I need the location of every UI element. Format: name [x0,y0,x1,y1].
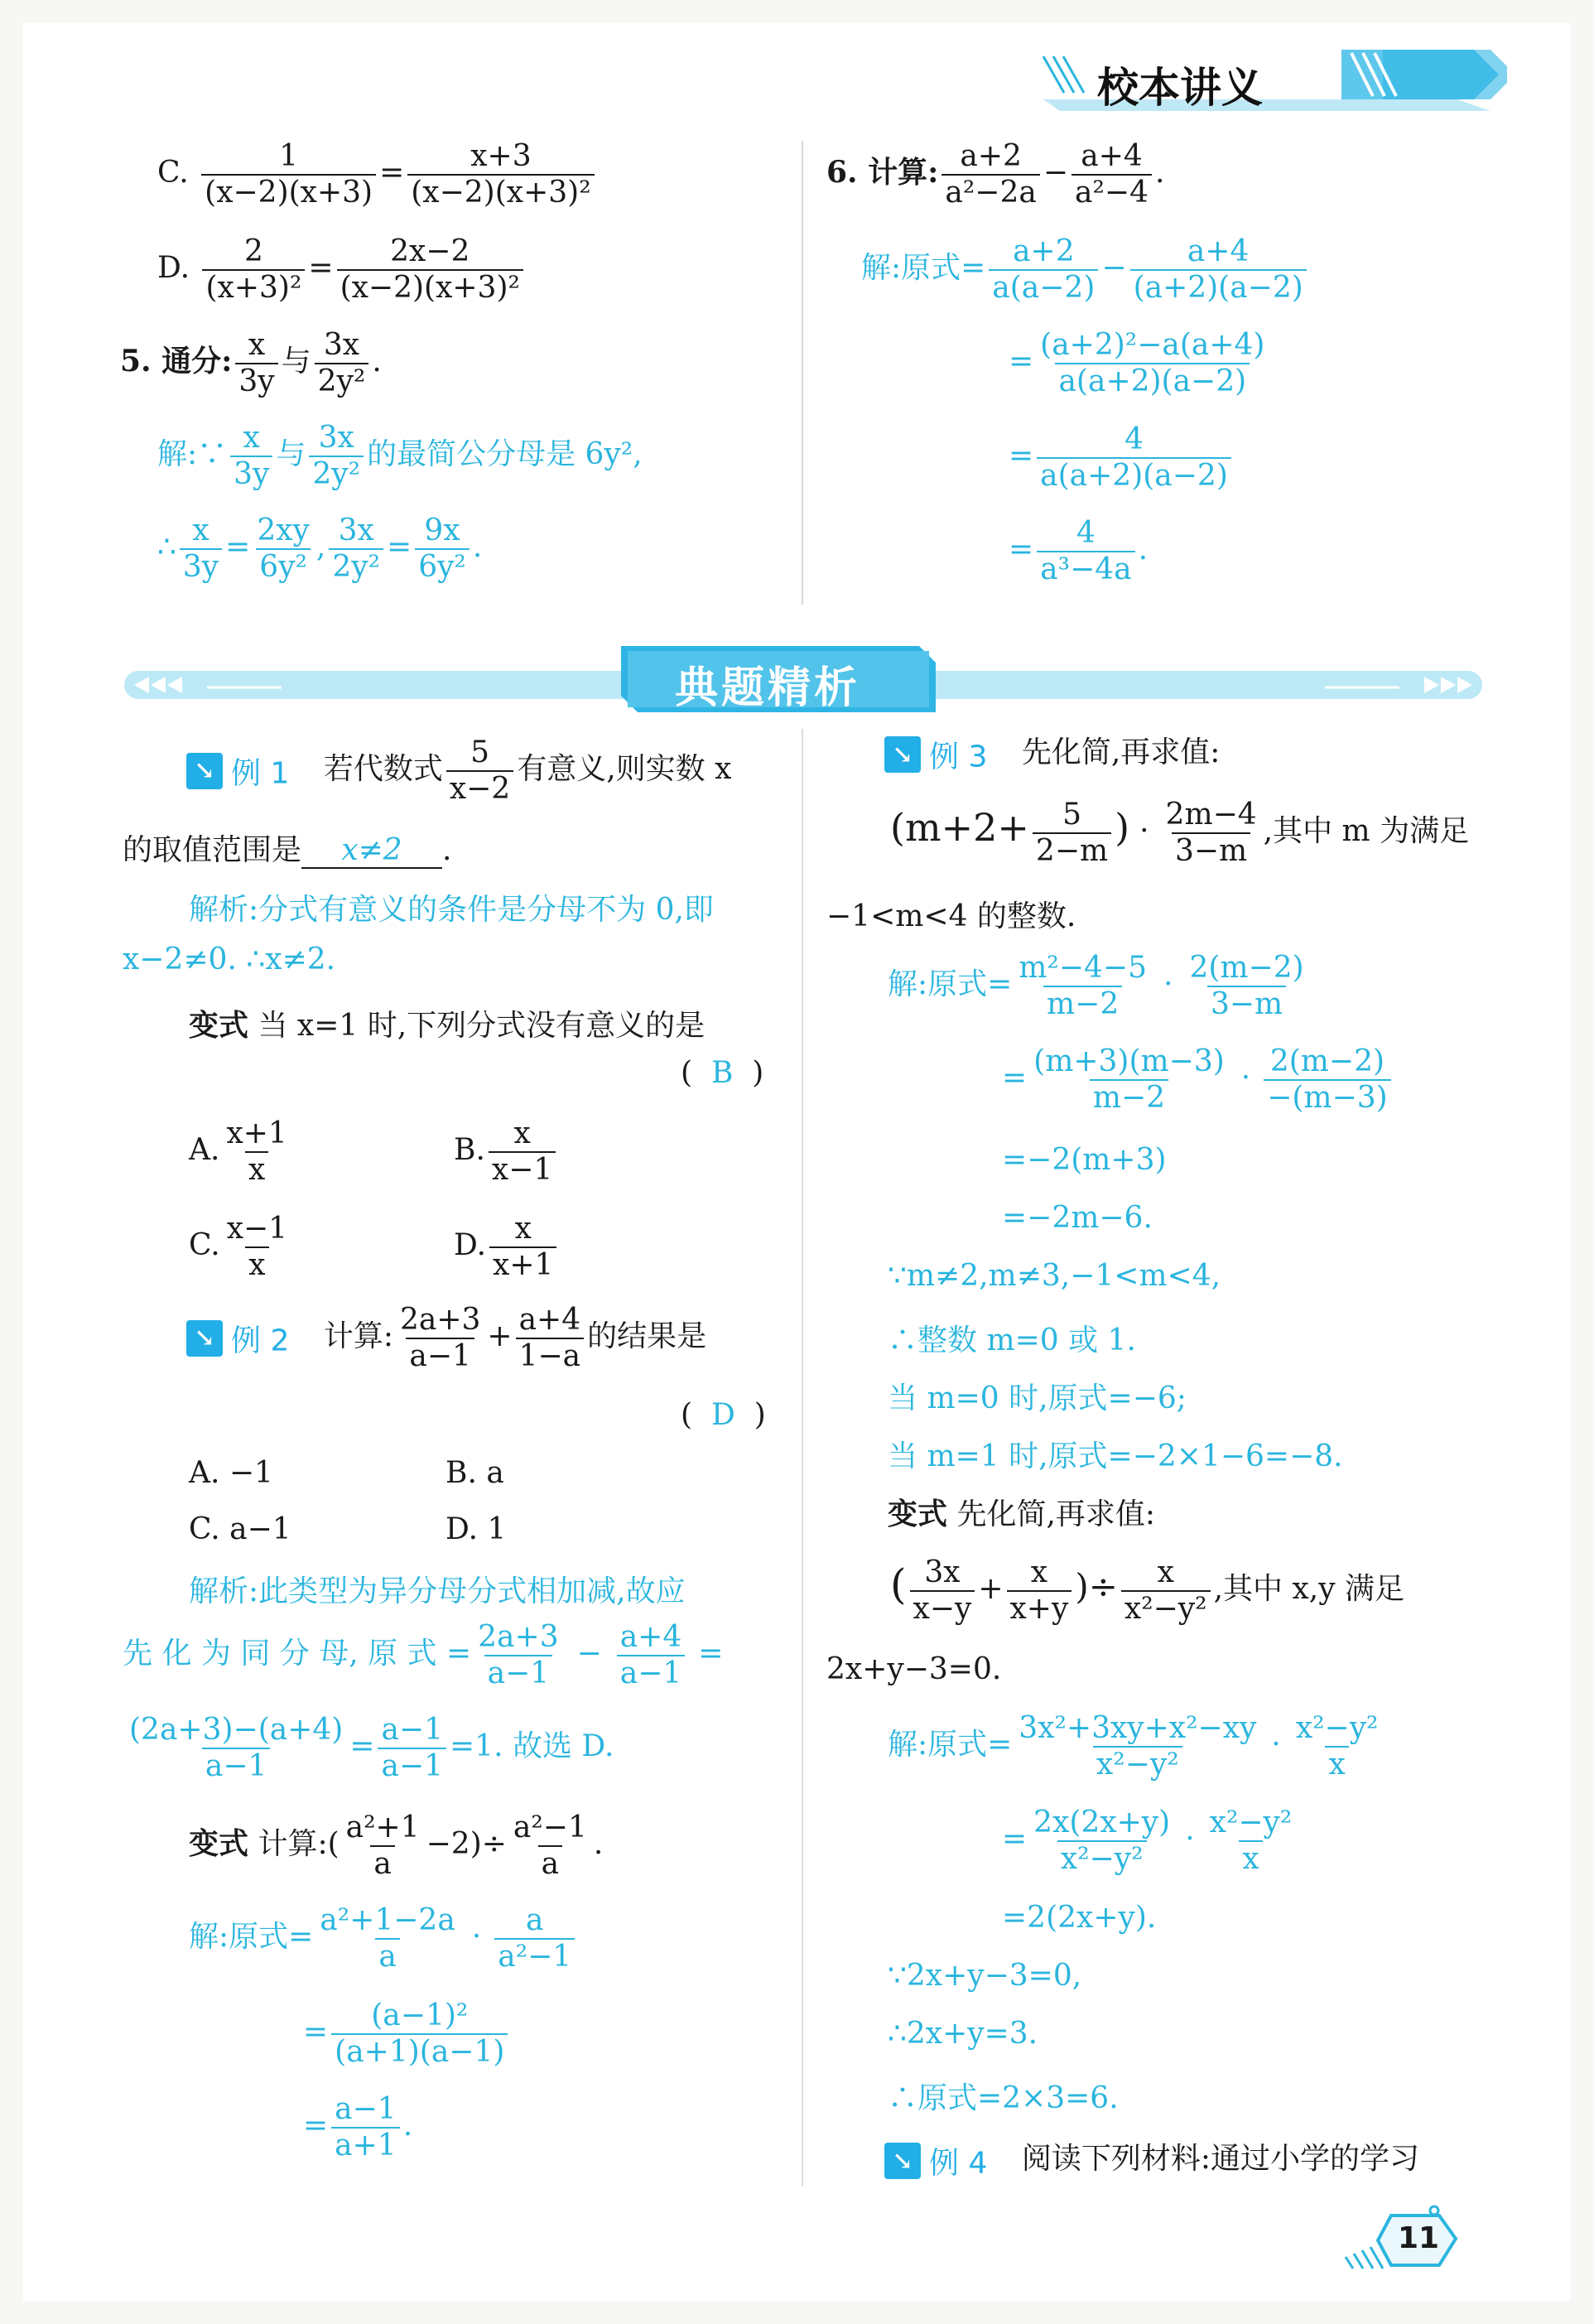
example-3-variant-condition: 2x+y−3=0. [826,1652,1002,1686]
example-1-variant-answer: ( B ) [681,1056,764,1090]
example-1-variant: 变式 当 x=1 时,下列分式没有意义的是 [189,1008,706,1043]
example-2-option-c: C. a−1 [189,1512,291,1546]
example-3-variant-solution-1: 解:原式= $\frac{\text{3x²+3xy+x²−xy}}{\text{x²−y²}}$ · $\frac{\text{x²−y²}}{x}$ [888,1711,1379,1782]
arrow-tag-icon: ↘ [884,2143,921,2179]
example-3-condition: −1<m<4 的整数. [826,899,1076,933]
column-divider-top [802,141,803,605]
example-2-option-b: B. a [445,1456,504,1490]
example-3-variant-expression: ( $\frac{3x}{x-y}$ + $\frac{x}{x+y}$ )÷ $\frac{x}{\text{x²−y²}}$ ,其中 x,y 满足 [890,1555,1404,1626]
question-5: 5. 通分: $\frac{x}{3y}$ 与 $\frac{3x}{\text{2y²}}$ . [120,328,382,398]
solution-5-line-2: ∴ $\frac{x}{3y}$ = $\frac{2xy}{\text{6y²}}$ , $\frac{3x}{\text{2y²}}$ = $\frac{9x}{\text{6y²}}$ . [157,513,483,584]
example-2-answer: ( D ) [681,1398,766,1432]
solution-6-line-4: = $\frac{4}{\text{a³−4a}}$ . [1009,516,1149,586]
solution-6-line-2: = $\frac{\text{(a+2)²−a(a+4)}}{a(a+2)(a-2)}$ [1009,328,1265,398]
example-2-variant-solution-1: 解:原式= $\frac{\text{a²+1−2a}}{a}$ · $\frac{a}{\text{a²−1}}$ [189,1905,578,1973]
example-2-analysis-1: 解析:此类型为异分母分式相加减,故应 [189,1574,686,1608]
question-6: 6. 计算: $\frac{a+2}{\text{a²−2a}}$ − $\frac{a+4}{\text{a²−4}}$ . [826,139,1165,210]
example-1-analysis-2: x−2≠0. ∴x≠2. [123,943,336,976]
option-a: A. $\frac{x+1}{x}$ [189,1116,287,1187]
option-d-equation: D. $\frac{2}{\text{(x+3)²}}$ = $\frac{2x-2}{\text{(x−2)(x+3)²}}$ [157,236,527,304]
column-divider-bottom [802,729,803,2187]
answer-blank: x≠2 [301,833,442,869]
example-2-variant: 变式 计算:( $\frac{\text{a²+1}}{a}$ −2)÷ $\frac{\text{a²−1}}{a}$ . [189,1811,604,1881]
example-3-solution-2: = $\frac{(m+3)(m-3)}{m-2}$ · $\frac{2(m-2)}{-(m-3)}$ [1002,1046,1394,1114]
example-3-variant-solution-2: = $\frac{2x(2x+y)}{\text{x²−y²}}$ · $\frac{\text{x²−y²}}{x}$ [1002,1806,1293,1876]
example-2-option-a: A. −1 [189,1456,273,1490]
example-1-stem: ↘ 例 1 若代数式 $\frac{5}{x-2}$ 有意义,则实数 x [186,737,731,805]
example-2-option-d: D. 1 [445,1512,507,1546]
arrow-tag-icon: ↘ [884,736,921,773]
example-2-analysis-3: $\frac{(2a+3)-(a+4)}{a-1}$ = $\frac{a-1}{a-1}$ =1. 故选 D. [129,1713,614,1783]
example-4-stem: ↘ 例 4 阅读下列材料:通过小学的学习 [884,2135,1419,2182]
example-2-stem: ↘ 例 2 计算: $\frac{2a+3}{a-1}$ + $\frac{a+4}{1-a}$ 的结果是 [186,1304,706,1372]
example-2-variant-solution-3: = $\frac{a-1}{a+1}$ . [303,2092,413,2162]
example-3-variant-solution-4: ∵2x+y−3=0, [888,1959,1082,1993]
solution-6-line-1: 解:原式= $\frac{a+2}{a(a-2)}$ − $\frac{a+4}{(a+2)(a-2)}$ [861,236,1310,304]
example-3-solution-7: 当 m=0 时,原式=−6; [888,1381,1187,1415]
example-1-line-2: 的取值范围是 x≠2 . [123,833,452,867]
example-3-solution-6: ∴整数 m=0 或 1. [888,1324,1136,1357]
section-banner-title: 典题精析 [675,663,861,713]
example-3-stem: ↘ 例 3 先化简,再求值: [884,729,1220,776]
example-3-expression: (m+2+ $\frac{5}{2-m}$ ) · $\frac{2m-4}{3-m}$ ,其中 m 为满足 [890,798,1470,868]
example-3-variant: 变式 先化简,再求值: [888,1497,1156,1531]
example-1-analysis-1: 解析:分式有意义的条件是分母不为 0,即 [189,893,714,927]
example-3-solution-8: 当 m=1 时,原式=−2×1−6=−8. [888,1439,1343,1473]
example-2-variant-solution-2: = $\frac{\text{(a−1)²}}{(a+1)(a-1)}$ [303,2000,511,2068]
example-3-variant-solution-6: ∴原式=2×3=6. [888,2081,1119,2115]
option-d: D. $\frac{x}{x+1}$ [454,1213,560,1281]
option-c: C. $\frac{x-1}{x}$ [189,1212,288,1282]
example-3-solution-4: =−2m−6. [1002,1201,1153,1235]
arrow-tag-icon: ↘ [186,753,223,789]
solution-6-line-3: = $\frac{4}{a(a+2)(a-2)}$ [1009,424,1235,492]
arrow-tag-icon: ↘ [186,1320,223,1357]
example-2-analysis-2: 先 化 为 同 分 母, 原 式 = $\frac{2a+3}{a-1}$ − $\frac{a+4}{a-1}$ = [123,1620,724,1690]
option-b: B. $\frac{x}{x-1}$ [454,1118,559,1186]
example-3-solution-5: ∵m≠2,m≠3,−1<m<4, [888,1259,1221,1293]
example-3-variant-solution-3: =2(2x+y). [1002,1901,1157,1935]
solution-5-line-1: 解:∵ $\frac{x}{3y}$ 与 $\frac{3x}{\text{2y²}}$ 的最简公分母是 6y², [157,421,643,491]
example-3-solution-1: 解:原式= $\frac{\text{m²−4−5}}{m-2}$ · $\frac{2(m-2)}{3-m}$ [888,951,1304,1021]
example-3-variant-solution-5: ∴2x+y=3. [888,2017,1038,2051]
page-number: 11 [1398,2221,1440,2255]
option-c-equation: C. $\frac{1}{(x-2)(x+3)}$ = $\frac{x+3}{\text{(x−2)(x+3)²}}$ [157,141,598,209]
example-3-solution-3: =−2(m+3) [1002,1143,1167,1177]
header-title: 校本讲义 [1097,64,1263,112]
